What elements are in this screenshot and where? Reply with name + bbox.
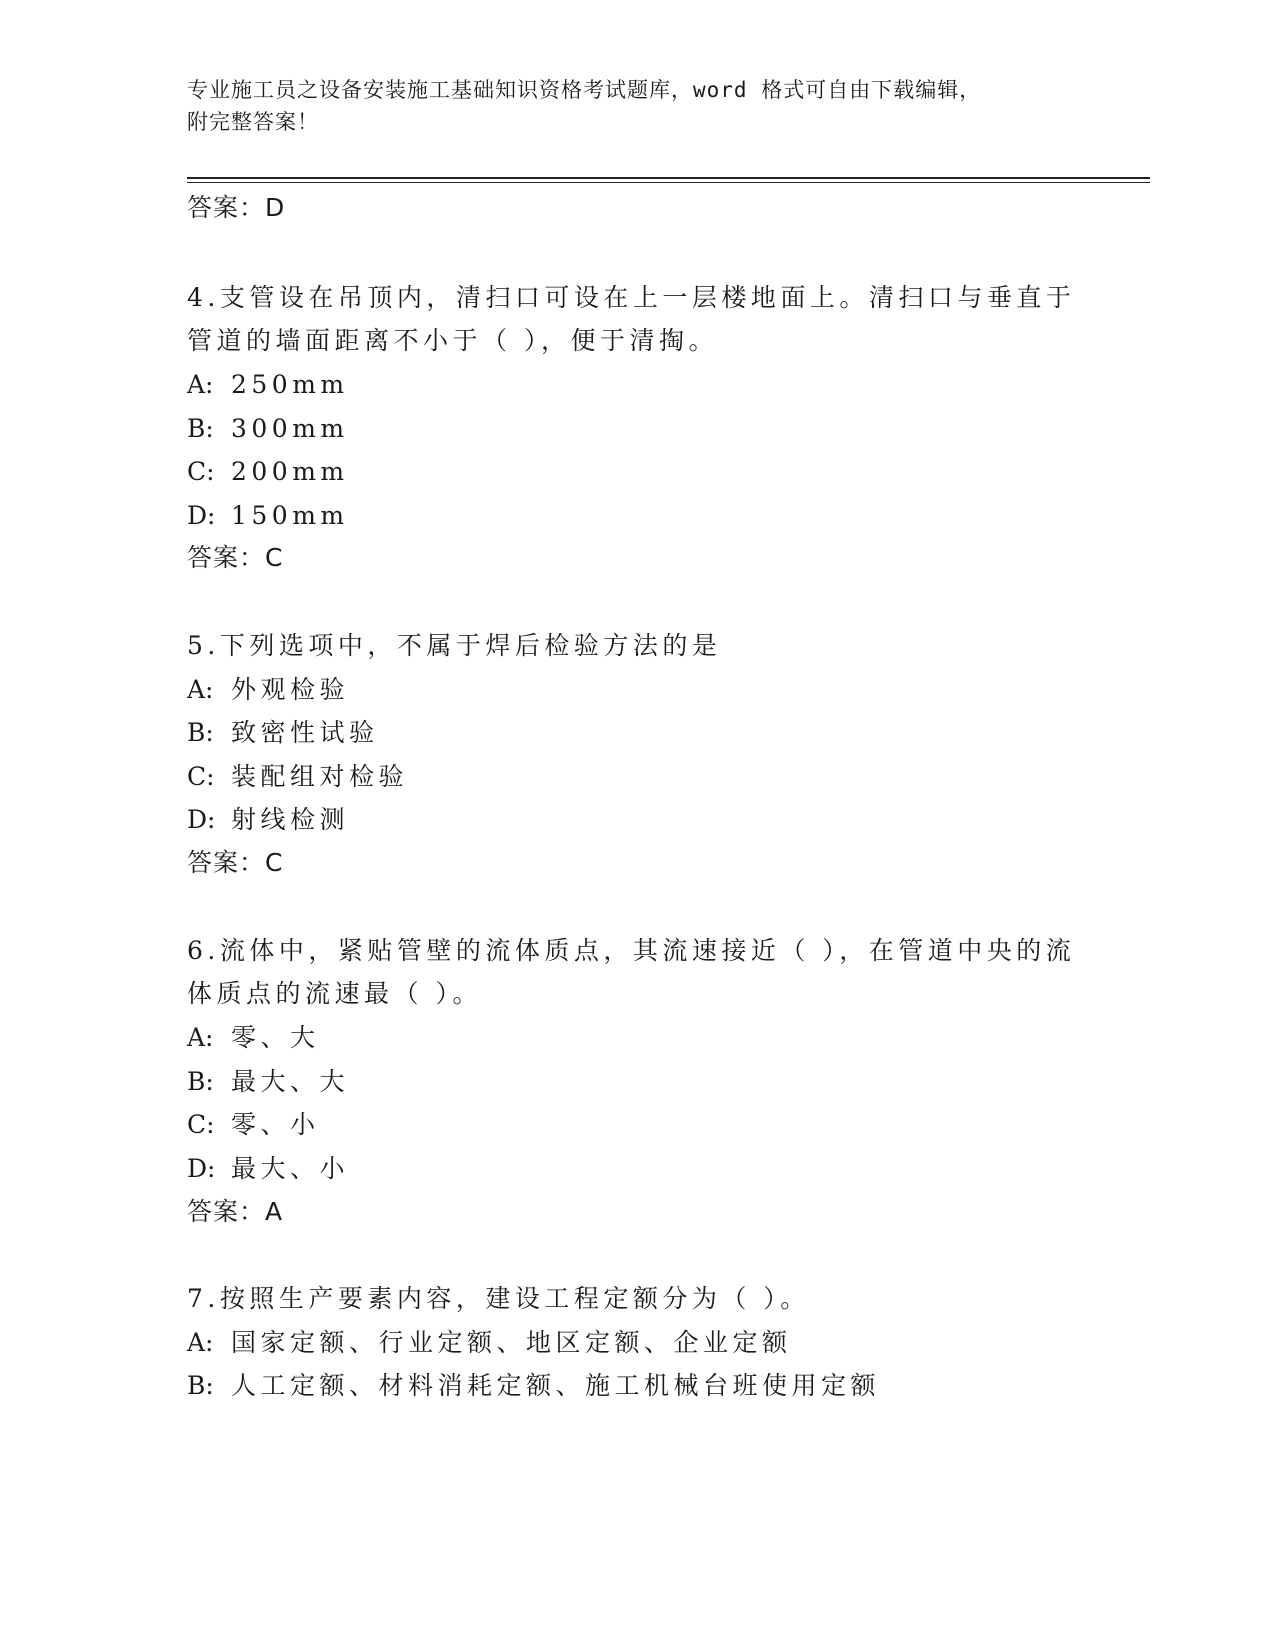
question-7-line-1: 7.按照生产要素内容，建设工程定额分为（ ）。	[187, 1284, 810, 1313]
question-7-option-b: B: 人工定额、材料消耗定额、施工机械台班使用定额	[187, 1371, 881, 1400]
answer-q4: 答案：C	[187, 543, 284, 572]
question-4-line-1: 4.支管设在吊顶内，清扫口可设在上一层楼地面上。清扫口与垂直于	[187, 283, 1076, 312]
answer-q3: 答案：D	[187, 193, 286, 222]
question-6-line-1: 6.流体中，紧贴管壁的流体质点，其流速接近（ ），在管道中央的流	[187, 936, 1076, 965]
question-6-option-d: D: 最大、小	[187, 1154, 350, 1183]
question-5-option-c: C: 装配组对检验	[187, 762, 409, 791]
answer-q6: 答案：A	[187, 1197, 284, 1226]
header-rule-thin	[187, 182, 1150, 183]
question-4-option-a: A: 250mm	[187, 370, 349, 399]
question-4-option-d: D: 150mm	[187, 501, 349, 530]
question-6-option-c: C: 零、小	[187, 1110, 320, 1139]
question-5-option-b: B: 致密性试验	[187, 718, 379, 747]
question-4-line-2: 管道的墙面距离不小于（ ），便于清掏。	[187, 326, 718, 355]
question-7-option-a: A: 国家定额、行业定额、地区定额、企业定额	[187, 1328, 792, 1357]
question-6-option-b: B: 最大、大	[187, 1067, 350, 1096]
question-5-option-a: A: 外观检验	[187, 675, 350, 704]
question-5-option-d: D: 射线检测	[187, 805, 350, 834]
header-rule-thick	[187, 177, 1150, 179]
answer-q5: 答案：C	[187, 848, 284, 877]
header-line-2: 附完整答案！	[187, 110, 319, 134]
document-header	[187, 74, 1067, 138]
question-6-option-a: A: 零、大	[187, 1023, 320, 1052]
question-5-line-1: 5.下列选项中，不属于焊后检验方法的是	[187, 631, 722, 660]
header-line-1: 专业施工员之设备安装施工基础知识资格考试题库，word 格式可自由下载编辑，	[187, 78, 982, 102]
question-4-option-c: C: 200mm	[187, 457, 349, 486]
question-6-line-2: 体质点的流速最（ ）。	[187, 979, 482, 1008]
question-4-option-b: B: 300mm	[187, 414, 349, 443]
